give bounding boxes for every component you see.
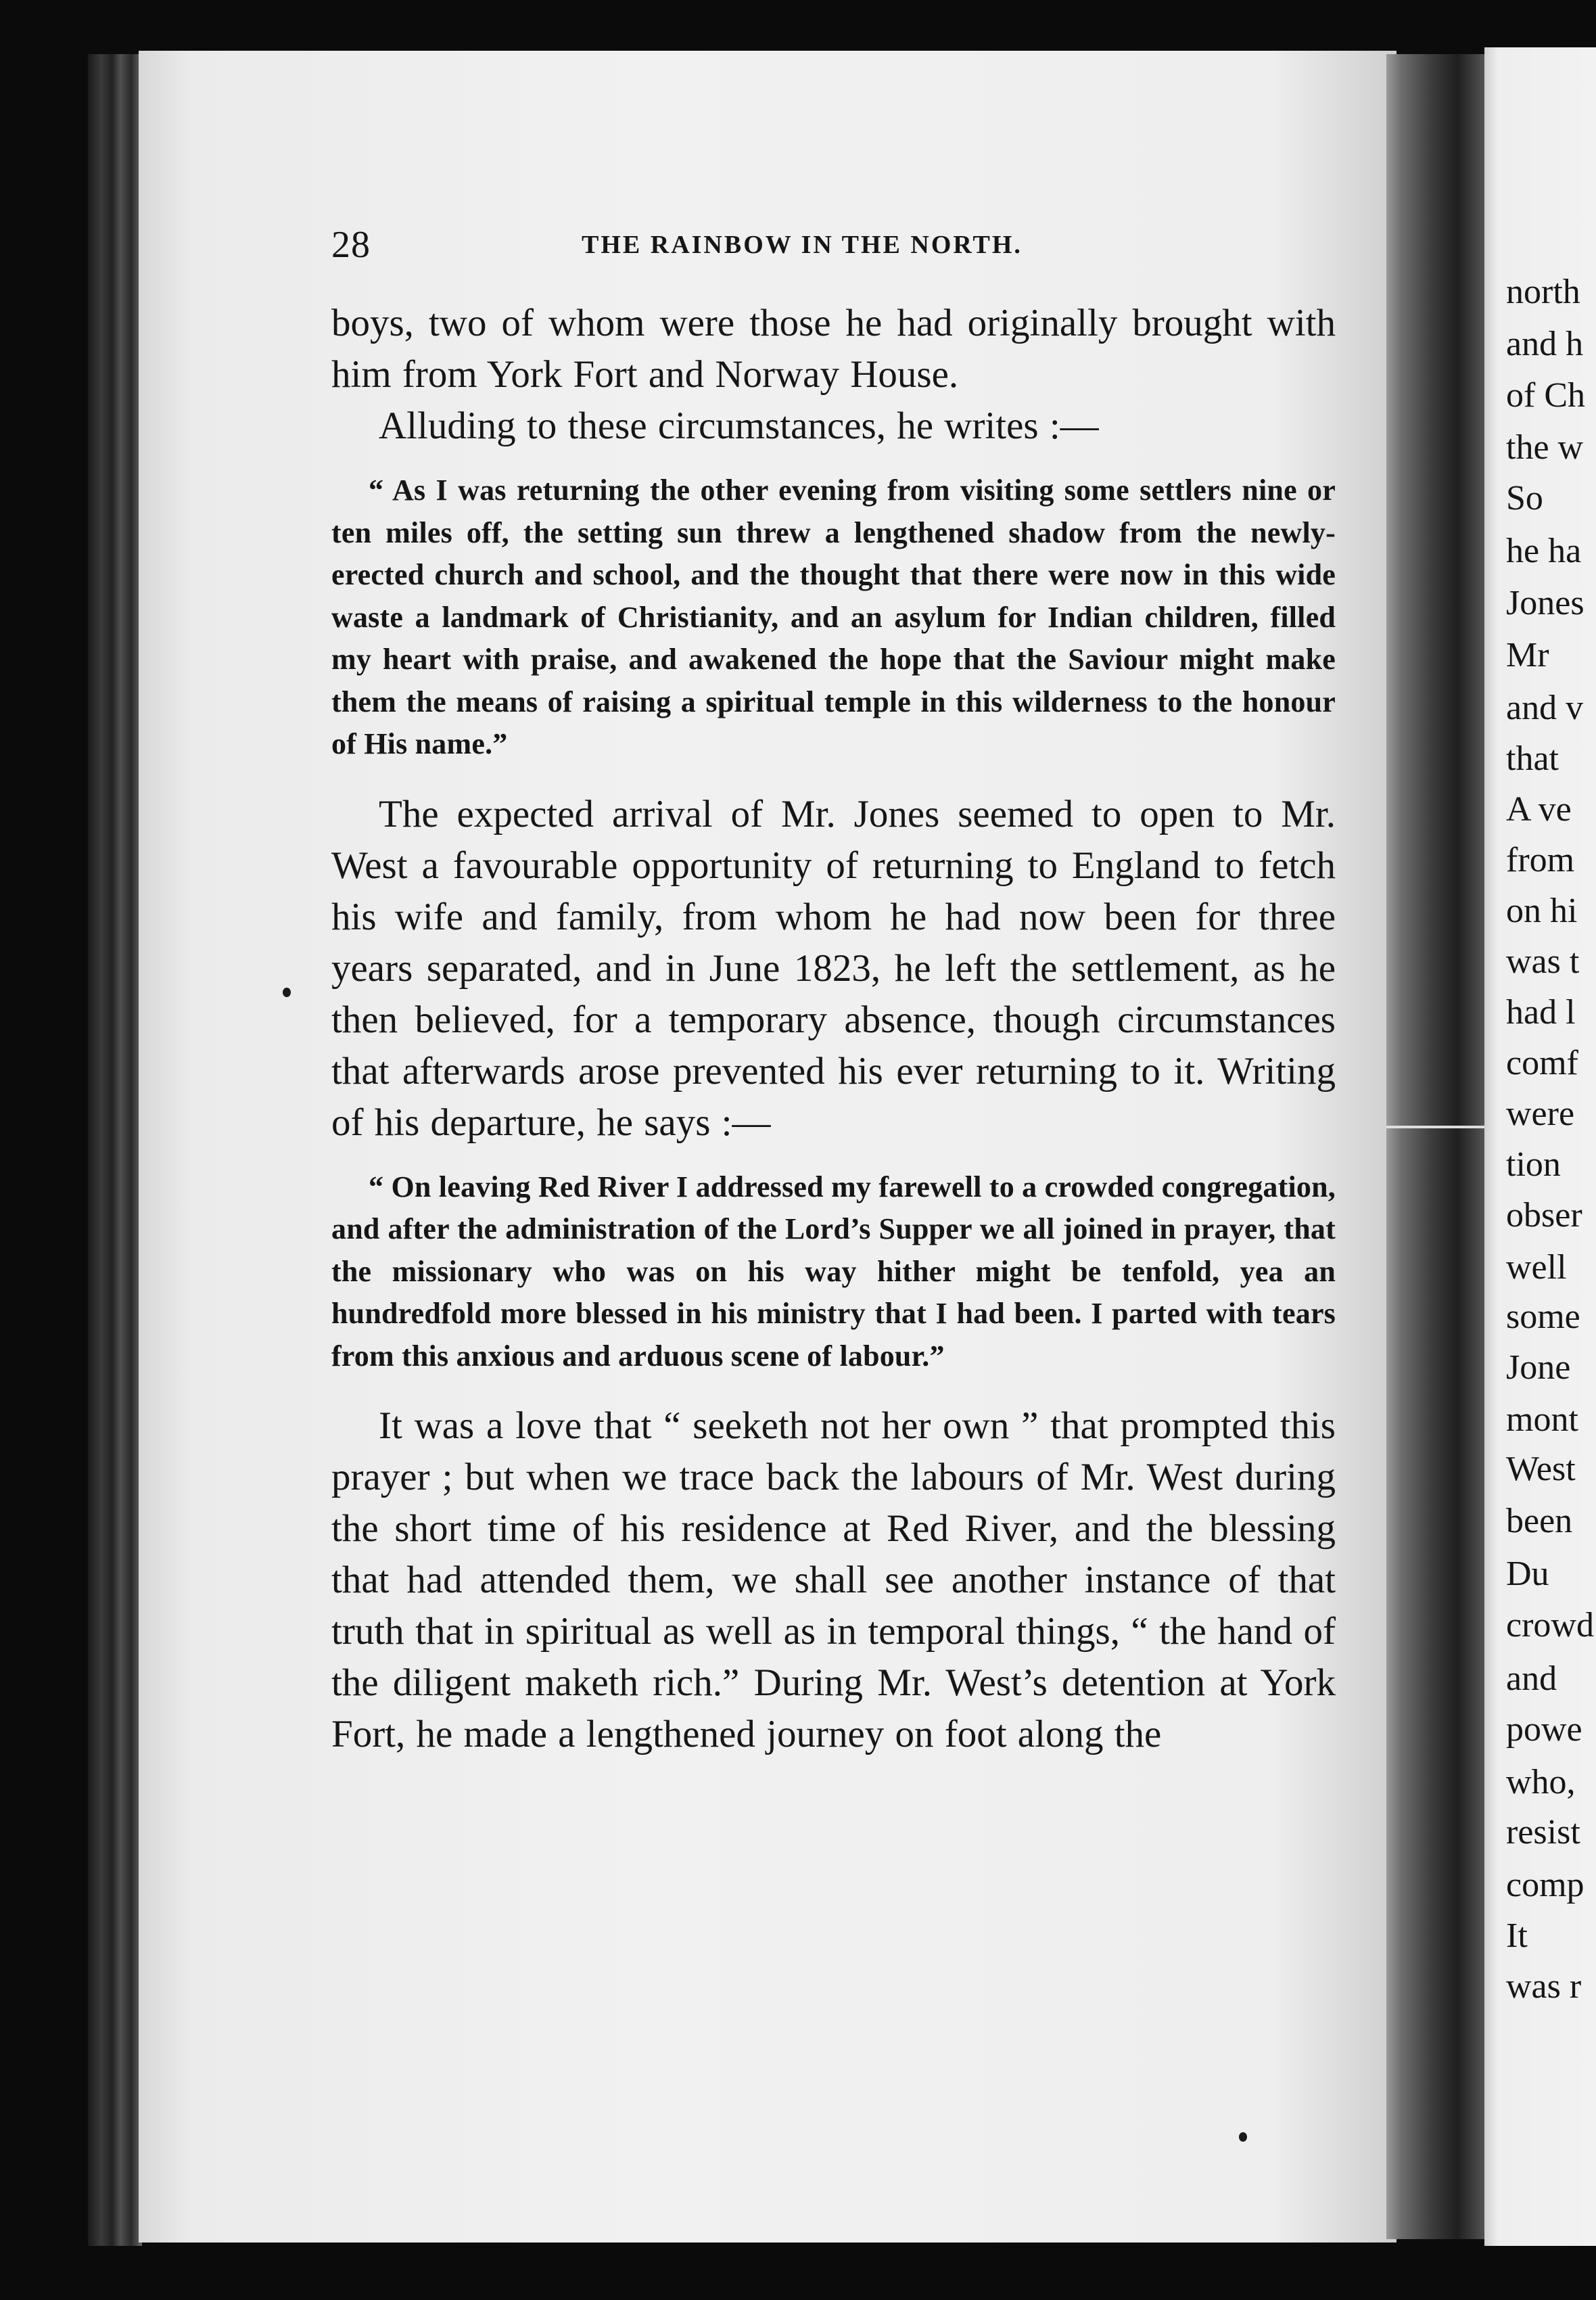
facing-page-line: had l (1506, 993, 1576, 1032)
facing-page-line: some (1506, 1297, 1580, 1336)
ink-speck (1239, 2132, 1247, 2142)
facing-page-line: Jone (1506, 1348, 1571, 1387)
page-number: 28 (331, 224, 371, 266)
facing-page-line: of Ch (1506, 376, 1585, 415)
facing-page-line: on hi (1506, 892, 1578, 930)
page-header (331, 223, 1332, 277)
facing-page-line: were (1506, 1095, 1575, 1133)
facing-page-line: was r (1506, 1967, 1582, 2006)
facing-page-line: who, (1506, 1763, 1576, 1801)
facing-page-line: Mr (1506, 636, 1549, 674)
facing-page-line: comf (1506, 1044, 1578, 1082)
facing-page-line: north (1506, 273, 1580, 311)
facing-page-line: mont (1506, 1400, 1578, 1439)
facing-page-line: was t (1506, 942, 1580, 981)
left-binding-edge (88, 54, 142, 2246)
facing-page-line: resist (1506, 1813, 1580, 1852)
paragraph-3: The expected arrival of Mr. Jones seemed to open to Mr. West a favourable opportunity of returning to England to fetch his wife and family, from whom he had now been for three years separated, and in June 1823, he left the settlement, as he then believed, for a temporary absence, though circumstances that afterwards arose prevented his ever returning to it. Writing of his departure, he says :— (331, 792, 1336, 1144)
facing-page-line: Du (1506, 1555, 1549, 1593)
facing-page-line: the w (1506, 428, 1584, 467)
facing-page-line: and (1506, 1659, 1557, 1698)
facing-page-line: well (1506, 1248, 1567, 1287)
facing-page-line: comp (1506, 1866, 1585, 1904)
facing-page-line: he ha (1506, 532, 1582, 570)
block-quote-2: “ On leaving Red River I addressed my farewell to a crowded congregation, and after the administration of the Lord’s Supper we all joined in prayer, that the missionary who was on his way hither might be tenfold, yea an hundredfold more blessed in his ministry that I had been. I parted with tears from this anxious and arduous scene of labour.” (331, 1170, 1336, 1373)
facing-page-line: and h (1506, 325, 1584, 363)
paragraph-1: boys, two of whom were those he had originally brought with him from York Fort and Norway House. (331, 302, 1336, 396)
facing-page-line: obser (1506, 1196, 1582, 1235)
facing-page-line: So (1506, 479, 1543, 518)
facing-page-line: West (1506, 1450, 1576, 1488)
facing-page-line: A ve (1506, 790, 1572, 829)
paragraph-2: Alluding to these circumstances, he writes :— (379, 405, 1099, 447)
facing-page-line: powe (1506, 1710, 1582, 1749)
block-quote-1: “ As I was returning the other evening from visiting some settlers nine or ten miles off, the setting sun threw a lengthened shadow from the newly-erected church and school, and the thought that there were now in this wide waste a landmark of Christianity, and an asylum for Indian children, filled my heart with praise, and awakened the hope that the Saviour might make them the means of raising a spiritual temple in this wilderness to the honour of His name.” (331, 474, 1336, 760)
facing-page (1484, 47, 1596, 2246)
facing-page-line: and v (1506, 689, 1584, 727)
facing-page-line: tion (1506, 1145, 1561, 1184)
facing-page-line: Jones (1506, 584, 1585, 622)
facing-page-line: It (1506, 1916, 1528, 1955)
paragraph-4: It was a love that “ seeketh not her own ” that prompted this prayer ; but when we trace back the labours of Mr. West during the short time of his residence at Red River, and the blessing that had attended them, we shall see another instance of that truth that in spiritual as well as in temporal things, “ the hand of the diligent maketh rich.” During Mr. West’s detention at York Fort, he made a lengthened journey on foot along the (331, 1404, 1336, 1755)
facing-page-line: from (1506, 841, 1575, 879)
facing-page-line: crowd (1506, 1606, 1594, 1644)
page-body (331, 298, 1336, 1760)
book-gutter-shadow (1386, 54, 1488, 2239)
facing-page-line: been (1506, 1502, 1573, 1540)
running-head: THE RAINBOW IN THE NORTH. (582, 231, 1023, 259)
facing-page-line: that (1506, 739, 1559, 778)
ink-speck (283, 988, 291, 997)
